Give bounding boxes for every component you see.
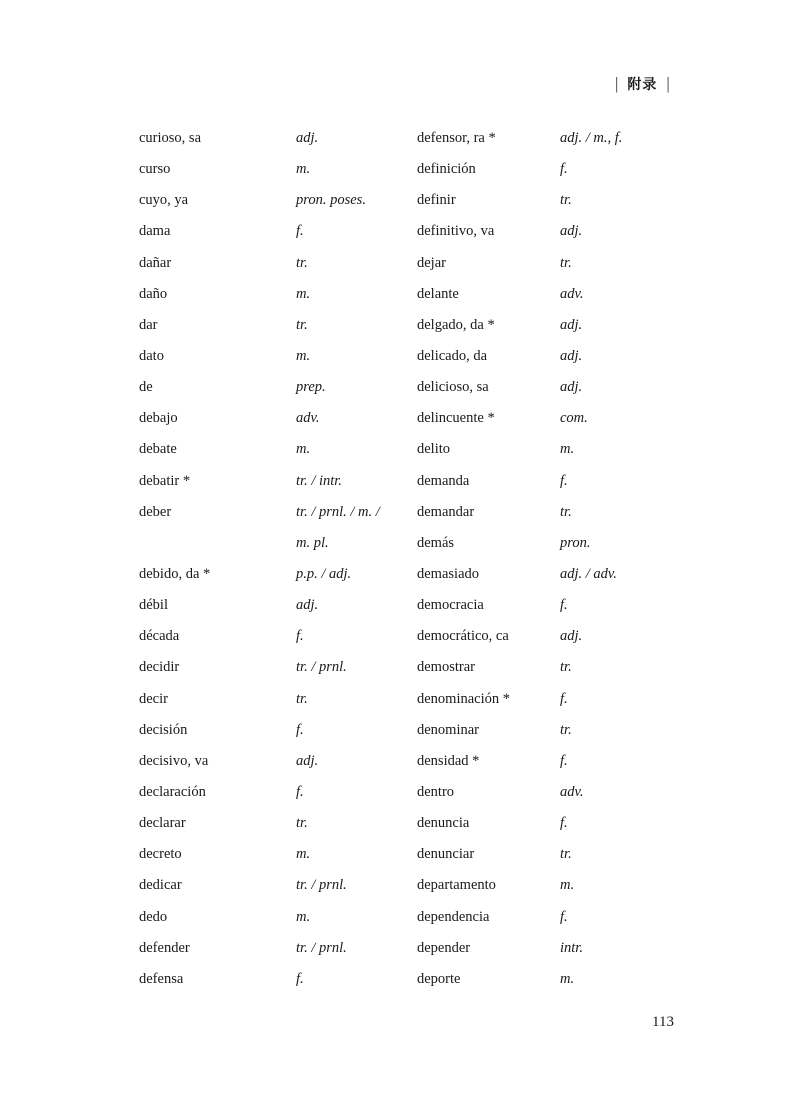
entry-word: debate — [139, 441, 177, 458]
entry-word: defender — [139, 939, 190, 956]
entry-word: definitivo, va — [417, 223, 495, 240]
entry-word: débil — [139, 597, 168, 614]
entry-part-of-speech: tr. — [560, 721, 572, 738]
entry-part-of-speech: f. — [560, 472, 568, 489]
entry-part-of-speech: tr. / prnl. / m. / — [296, 503, 380, 520]
entry-word: densidad * — [417, 752, 480, 769]
left-pos-column — [296, 123, 411, 995]
entry-word: demostrar — [417, 659, 475, 676]
entry-part-of-speech: pron. — [560, 534, 591, 551]
entry-word: dañar — [139, 254, 172, 271]
header-divider-left: | — [615, 74, 619, 93]
entry-word: dependencia — [417, 908, 490, 925]
entry-part-of-speech: tr. — [560, 503, 572, 520]
entry-part-of-speech: f. — [296, 628, 304, 645]
entry-part-of-speech: m. — [296, 347, 311, 364]
entry-part-of-speech: adj. / adv. — [560, 565, 617, 582]
entry-part-of-speech: adj. — [560, 316, 583, 333]
running-header — [606, 74, 679, 94]
entry-word: cuyo, ya — [139, 192, 189, 209]
entry-part-of-speech: m. pl. — [296, 534, 329, 551]
entry-part-of-speech: tr. — [560, 254, 572, 271]
header-divider-right: | — [666, 74, 670, 93]
entry-part-of-speech: f. — [560, 908, 568, 925]
entry-part-of-speech: tr. / prnl. — [296, 939, 347, 956]
entry-word: definición — [417, 161, 476, 178]
entry-part-of-speech: p.p. / adj. — [296, 565, 352, 582]
entry-word: dedo — [139, 908, 168, 925]
entry-part-of-speech: f. — [560, 161, 568, 178]
entry-word: dentro — [417, 783, 455, 800]
entry-word: debajo — [139, 410, 178, 427]
entry-part-of-speech: adj. — [296, 597, 319, 614]
entry-part-of-speech: m. — [560, 877, 575, 894]
entry-part-of-speech: f. — [560, 690, 568, 707]
entry-word: demasiado — [417, 565, 480, 582]
entry-part-of-speech: f. — [296, 223, 304, 240]
entry-word — [139, 528, 279, 559]
entry-part-of-speech: f. — [296, 970, 304, 987]
entry-word: delicado, da — [417, 347, 488, 364]
entry-word: denominar — [417, 721, 480, 738]
entry-part-of-speech: prep. — [296, 379, 326, 396]
entry-part-of-speech: adj. / m., f. — [560, 130, 623, 146]
entry-word: década — [139, 628, 180, 645]
right-pos-column — [560, 123, 680, 995]
entry-word: dejar — [417, 254, 446, 271]
entry-word: dar — [139, 316, 158, 333]
entry-part-of-speech: m. — [296, 161, 311, 178]
entry-part-of-speech: adj. — [296, 752, 319, 769]
page-number: 113 — [652, 1014, 674, 1030]
entry-part-of-speech: com. — [560, 410, 588, 427]
entry-word: delicioso, sa — [417, 379, 489, 396]
entry-part-of-speech: f. — [560, 597, 568, 614]
entry-word: depender — [417, 939, 471, 956]
entry-part-of-speech: tr. / prnl. — [296, 877, 347, 894]
entry-word: denunciar — [417, 846, 475, 863]
entry-part-of-speech: tr. — [296, 815, 308, 832]
entry-word: decidir — [139, 659, 180, 676]
entry-part-of-speech: adv. — [560, 285, 584, 302]
entry-word: demanda — [417, 472, 470, 489]
entry-part-of-speech: adj. — [560, 223, 583, 240]
entry-word: de — [139, 379, 153, 396]
entry-part-of-speech: adv. — [296, 410, 320, 427]
entry-part-of-speech: m. — [296, 441, 311, 458]
entry-word: dedicar — [139, 877, 182, 894]
entry-part-of-speech: tr. — [560, 846, 572, 863]
entry-word: decisión — [139, 721, 188, 738]
entry-part-of-speech: adj. — [560, 347, 583, 364]
entry-part-of-speech: adj. — [296, 130, 319, 146]
entry-word: debatir * — [139, 472, 191, 489]
entry-word: delante — [417, 285, 459, 302]
entry-part-of-speech: tr. / intr. — [296, 472, 342, 489]
entry-word: demandar — [417, 503, 475, 520]
entry-word: curioso, sa — [139, 130, 202, 146]
entry-word: declarar — [139, 815, 186, 832]
entry-word: curso — [139, 161, 171, 178]
entry-part-of-speech: m. — [560, 441, 575, 458]
entry-word: decisivo, va — [139, 752, 209, 769]
entry-part-of-speech: f. — [560, 752, 568, 769]
entry-part-of-speech: f. — [560, 815, 568, 832]
entry-part-of-speech: f. — [296, 783, 304, 800]
entry-word: delgado, da * — [417, 316, 495, 333]
entry-word: decreto — [139, 846, 182, 863]
entry-word: debido, da * — [139, 565, 211, 582]
entry-part-of-speech: tr. — [296, 316, 308, 333]
entry-part-of-speech: adj. — [560, 379, 583, 396]
entry-word: defensa — [139, 970, 184, 987]
entry-word: decir — [139, 690, 168, 707]
right-word-column — [417, 123, 557, 995]
entry-part-of-speech: adj. — [560, 628, 583, 645]
entry-word: daño — [139, 285, 168, 302]
entry-word: dato — [139, 347, 164, 364]
entry-part-of-speech: m. — [560, 970, 575, 987]
left-word-column — [139, 123, 279, 995]
entry-word: dama — [139, 223, 171, 240]
entry-part-of-speech: pron. poses. — [296, 192, 366, 209]
entry-part-of-speech: tr. — [296, 690, 308, 707]
entry-word: declaración — [139, 783, 206, 800]
entry-part-of-speech: m. — [296, 846, 311, 863]
entry-word: democracia — [417, 597, 484, 614]
entry-word: democrático, ca — [417, 628, 509, 645]
entry-part-of-speech: tr. — [296, 254, 308, 271]
entry-part-of-speech: tr. / prnl. — [296, 659, 347, 676]
entry-word: deber — [139, 503, 172, 520]
entry-word: deporte — [417, 970, 461, 987]
entry-word: denominación * — [417, 690, 511, 707]
entry-word: definir — [417, 192, 456, 209]
entry-part-of-speech: m. — [296, 285, 311, 302]
entry-word: demás — [417, 534, 455, 551]
entry-part-of-speech: f. — [296, 721, 304, 738]
entry-part-of-speech: tr. — [560, 659, 572, 676]
entry-word: defensor, ra * — [417, 130, 496, 146]
entry-part-of-speech: m. — [296, 908, 311, 925]
entry-word: departamento — [417, 877, 496, 894]
entry-part-of-speech: adv. — [560, 783, 584, 800]
entry-word: delincuente * — [417, 410, 495, 427]
entry-word: denuncia — [417, 815, 470, 832]
entry-word: delito — [417, 441, 451, 458]
entry-part-of-speech: intr. — [560, 939, 583, 956]
header-title: 附录 — [627, 77, 658, 93]
entry-part-of-speech: tr. — [560, 192, 572, 209]
